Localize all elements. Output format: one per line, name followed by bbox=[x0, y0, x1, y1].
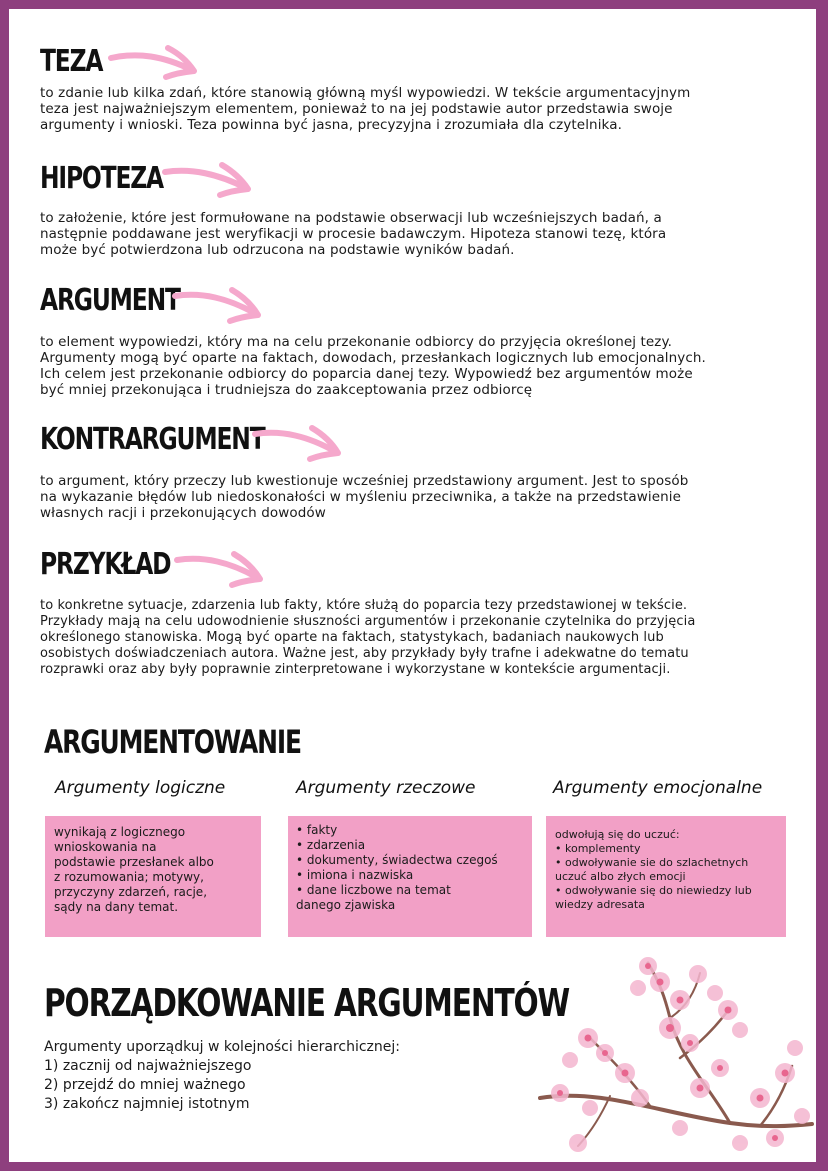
heading-hipoteza: HIPOTEZA bbox=[40, 161, 163, 196]
text-line: to argument, który przeczy lub kwestionuje wcześniej przedstawiony argument. Jest to sposób bbox=[40, 473, 689, 489]
text-line: argumenty i wnioski. Teza powinna być jasna, precyzyjna i zrozumiała dla czytelnika. bbox=[40, 117, 623, 133]
arrow-icon-przyklad bbox=[174, 548, 266, 588]
heading-argumentowanie: ARGUMENTOWANIE bbox=[44, 723, 301, 761]
box-line: odwołują się do uczuć: bbox=[555, 828, 680, 841]
text-line: może być potwierdzona lub odrzucona na podstawie wyników badań. bbox=[40, 242, 515, 258]
arrow-icon-teza bbox=[108, 44, 200, 80]
paragraph-argument bbox=[40, 334, 706, 398]
paragraph-kontrargument bbox=[40, 473, 688, 521]
text-line: na wykazanie błędów lub niedoskonałości w myśleniu przeciwnika, a także na przedstawienie bbox=[40, 489, 682, 505]
cherry-blossom-icon bbox=[530, 948, 815, 1158]
column-heading-emocjonalne: Argumenty emocjonalne bbox=[553, 778, 763, 798]
text-line: być mniej przekonująca i trudniejsza do zaakceptowania przez odbiorcę bbox=[40, 382, 533, 398]
ordering-intro: Argumenty uporządkuj w kolejności hierarchicznej: bbox=[44, 1039, 400, 1055]
text-line: określonego stanowiska. Mogą być oparte na faktach, statystykach, badaniach naukowych lub bbox=[40, 630, 664, 645]
ordering-step: 3) zakończ najmniej istotnym bbox=[44, 1096, 250, 1112]
text-line: osobistych doświadczeniach autora. Ważne jest, aby przykłady były trafne i adekwatne do tematu bbox=[40, 646, 689, 661]
box-line: • odwoływanie się do niewiedzy lub bbox=[555, 884, 752, 897]
box-line: wnioskowania na bbox=[54, 840, 157, 854]
column-heading-logiczne: Argumenty logiczne bbox=[55, 778, 226, 798]
paragraph-przyklad bbox=[40, 598, 695, 678]
text-line: to zdanie lub kilka zdań, które stanowią główną myśl wypowiedzi. W tekście argumentacyjnym bbox=[40, 85, 691, 101]
text-line: następnie poddawane jest weryfikacji w procesie badawczym. Hipoteza stanowi tezę, która bbox=[40, 226, 667, 242]
box-line: • komplementy bbox=[555, 842, 641, 855]
box-line: z rozumowania; motywy, bbox=[54, 870, 204, 884]
box-line: wiedzy adresata bbox=[555, 898, 645, 911]
heading-kontrargument: KONTRARGUMENT bbox=[40, 422, 265, 457]
box-line: • imiona i nazwiska bbox=[296, 868, 414, 882]
text-line: Argumenty mogą być oparte na faktach, dowodach, przesłankach logicznych lub emocjonalnych. bbox=[40, 350, 706, 366]
box-line: uczuć albo złych emocji bbox=[555, 870, 686, 883]
heading-przyklad: PRZYKŁAD bbox=[40, 547, 171, 582]
box-line: • dokumenty, świadectwa czegoś bbox=[296, 853, 498, 867]
paragraph-hipoteza bbox=[40, 210, 666, 258]
box-line: przyczyny zdarzeń, racje, bbox=[54, 885, 208, 899]
box-argumenty-logiczne bbox=[45, 816, 261, 937]
heading-porzadkowanie: PORZĄDKOWANIE ARGUMENTÓW bbox=[44, 981, 570, 1025]
box-line: podstawie przesłanek albo bbox=[54, 855, 214, 869]
box-line: • odwoływanie sie do szlachetnych bbox=[555, 856, 749, 869]
box-line: danego zjawiska bbox=[296, 898, 396, 912]
ordering-step: 2) przejdź do mniej ważnego bbox=[44, 1077, 246, 1093]
ordering-list bbox=[44, 1038, 400, 1114]
text-line: to konkretne sytuacje, zdarzenia lub fakty, które służą do poparcia tezy przedstawionej w tekście. bbox=[40, 598, 688, 613]
paragraph-teza bbox=[40, 85, 690, 133]
text-line: własnych racji i przekonujących dowodów bbox=[40, 505, 326, 521]
text-line: Przykłady mają na celu udowodnienie słuszności argumentów i przekonanie czytelnika do przyjęcia bbox=[40, 614, 696, 629]
box-line: • zdarzenia bbox=[296, 838, 366, 852]
arrow-icon-hipoteza bbox=[162, 160, 254, 198]
ordering-step: 1) zacznij od najważniejszego bbox=[44, 1058, 252, 1074]
arrow-icon-kontrargument bbox=[252, 422, 344, 462]
text-line: teza jest najważniejszym elementem, ponieważ to na jej podstawie autor przedstawia swoje bbox=[40, 101, 673, 117]
text-line: to element wypowiedzi, który ma na celu przekonanie odbiorcy do przyjęcia określonej tezy. bbox=[40, 334, 673, 350]
text-line: to założenie, które jest formułowane na podstawie obserwacji lub wcześniejszych badań, a bbox=[40, 210, 662, 226]
text-line: rozprawki oraz aby były poprawnie zinterpretowane i wykorzystane w kontekście argumentacji. bbox=[40, 662, 671, 677]
heading-teza: TEZA bbox=[40, 44, 103, 79]
box-line: sądy na dany temat. bbox=[54, 900, 179, 914]
box-line: • dane liczbowe na temat bbox=[296, 883, 451, 897]
box-line: wynikają z logicznego bbox=[54, 825, 186, 839]
column-heading-rzeczowe: Argumenty rzeczowe bbox=[296, 778, 476, 798]
box-argumenty-emocjonalne bbox=[546, 816, 786, 937]
box-line: • fakty bbox=[296, 823, 338, 837]
box-argumenty-rzeczowe bbox=[288, 816, 532, 937]
text-line: Ich celem jest przekonanie odbiorcy do poparcia danej tezy. Wypowiedź bez argumentów może bbox=[40, 366, 693, 382]
arrow-icon-argument bbox=[172, 284, 264, 324]
heading-argument: ARGUMENT bbox=[40, 283, 180, 318]
